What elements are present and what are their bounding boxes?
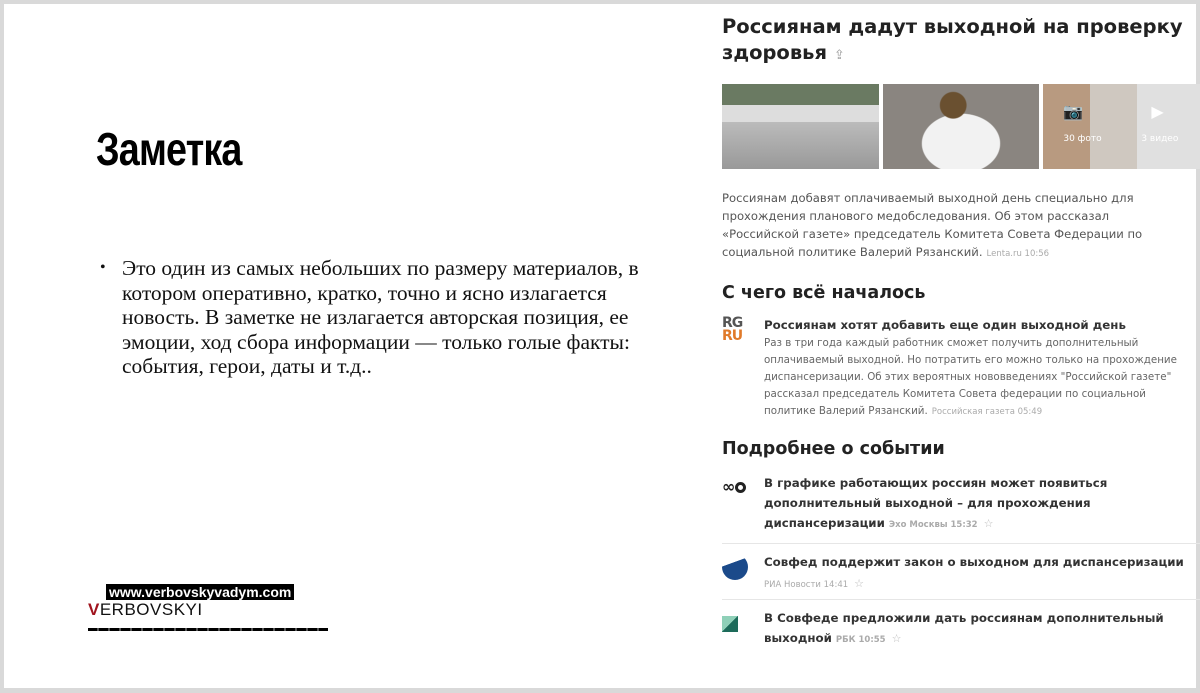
lead-paragraph	[722, 189, 1162, 263]
star-icon[interactable]: ☆	[854, 577, 865, 590]
rbc-icon	[722, 608, 764, 650]
play-icon: ▶	[1151, 102, 1164, 121]
news-source[interactable]: РБК 10:55	[835, 635, 886, 645]
star-icon[interactable]: ☆	[891, 632, 902, 645]
bullet-item	[100, 256, 660, 379]
photo-count[interactable]: 30 фото	[1063, 134, 1102, 144]
origin-item[interactable]	[722, 315, 1200, 421]
logo-underline	[88, 628, 328, 631]
origin-text: Раз в три года каждый работник сможет получить дополнительный оплачиваемый выходной. Но потратить его можно только на прохождение диспансеризации. Об этих вероятных нововведениях "Российской газете" рассказал председатель Комитета Совета федерации по социальной политике Валерий Рязанский.	[764, 337, 1177, 417]
news-panel	[722, 14, 1200, 658]
share-icon[interactable]: ⇪	[833, 48, 845, 63]
ria-novosti-icon	[722, 552, 764, 591]
photo-runners[interactable]	[722, 84, 879, 169]
origin-title[interactable]: Россиянам хотят добавить еще один выходной день	[764, 318, 1126, 332]
headline-text[interactable]: Россиянам дадут выходной на проверку здоровья	[722, 15, 1183, 64]
more-heading: Подробнее о событии	[722, 439, 945, 459]
origin-heading: С чего всё началось	[722, 283, 926, 303]
news-title[interactable]: В Совфеде предложили дать россиянам дополнительный выходной	[764, 611, 1164, 645]
slide	[4, 4, 1196, 688]
lead-source[interactable]: Lenta.ru 10:56	[986, 249, 1050, 259]
rg-logo-icon	[722, 315, 764, 421]
logo-v: V	[88, 600, 100, 619]
camera-icon: 📷	[1063, 102, 1084, 121]
photo-doctor[interactable]	[1043, 84, 1200, 169]
bullet-icon: •	[100, 259, 106, 276]
photo-pug[interactable]	[883, 84, 1040, 169]
news-item[interactable]	[722, 600, 1200, 658]
news-item[interactable]	[722, 544, 1200, 600]
news-source[interactable]: Эхо Москвы 15:32	[888, 520, 978, 530]
star-icon[interactable]: ☆	[983, 517, 994, 530]
news-list	[722, 465, 1200, 658]
rg-logo-bottom: RU	[722, 328, 743, 344]
logo-name: ERBOVSKYI	[99, 600, 203, 619]
lead-text: Россиянам добавят оплачиваемый выходной день специально для прохождения планового медобследования. Об этом рассказал «Российской газете» председатель Комитета Совета Федерации по социальной политике Валерий Рязанский.	[722, 191, 1143, 259]
echo-moskvy-icon: ∞	[722, 473, 764, 535]
verbovskyi-logo	[88, 582, 328, 631]
news-source[interactable]: РИА Новости 14:41	[764, 580, 849, 590]
news-title[interactable]: Совфед поддержит закон о выходном для диспансеризации	[764, 555, 1184, 569]
news-headline[interactable]	[722, 14, 1200, 69]
rg-logo-top: RG	[722, 315, 743, 331]
bullet-text: Это один из самых небольших по размеру материалов, в котором оперативно, кратко, точно и ясно излагается новость. В заметке не излагается авторская позиция, ее эмоции, ход сбора информации — только голые факты: события, герои, даты и т.д..	[122, 256, 639, 378]
video-count[interactable]: 3 видео	[1141, 134, 1179, 144]
news-title[interactable]: В графике работающих россиян может появиться дополнительный выходной – для прохождения диспансеризации	[764, 476, 1108, 530]
logo-url: www.verbovskyvadym.com	[106, 584, 294, 600]
origin-source[interactable]: Российская газета 05:49	[931, 407, 1043, 417]
slide-title: Заметка	[96, 123, 242, 175]
news-item[interactable]	[722, 465, 1200, 544]
media-gallery	[722, 84, 1200, 169]
